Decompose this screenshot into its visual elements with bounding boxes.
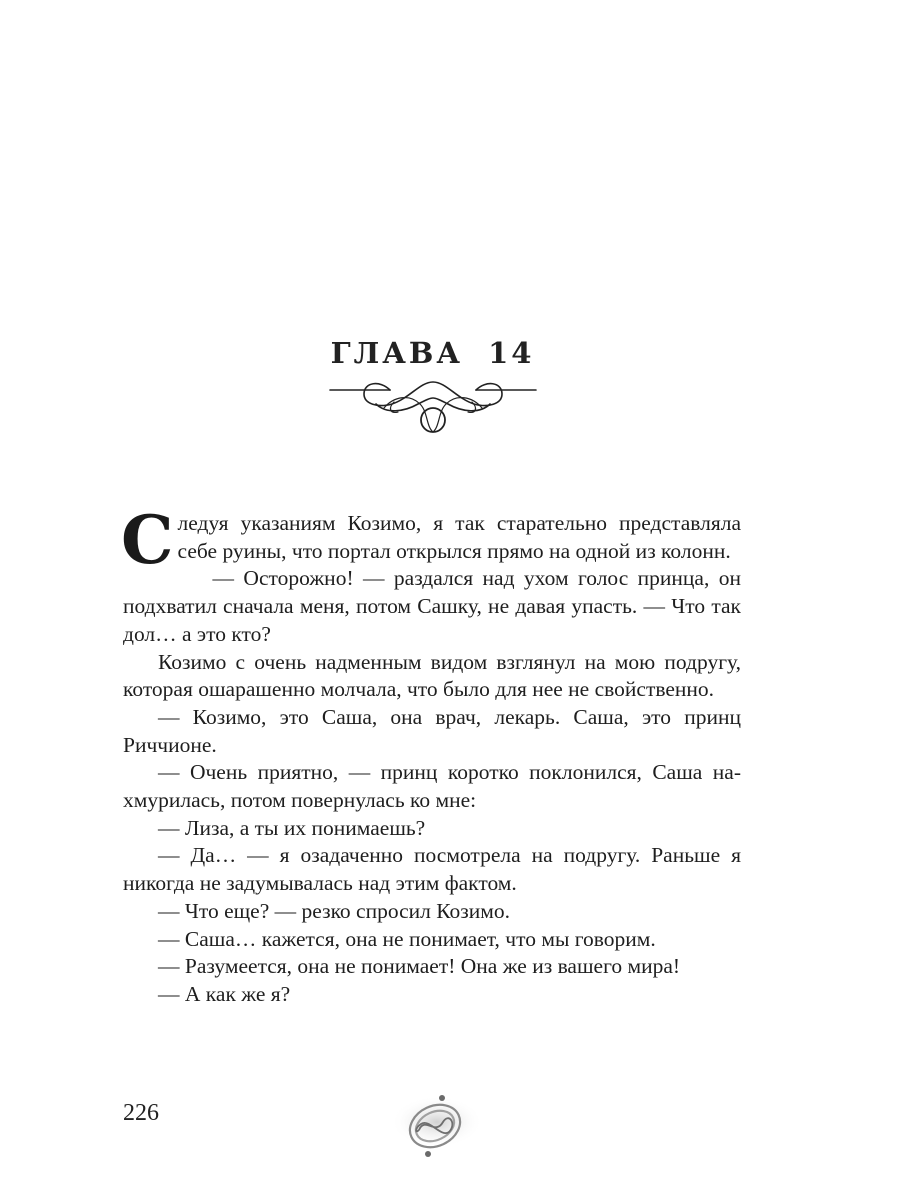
paragraph: Козимо с очень надменным видом взглянул на мою подругу, которая ошарашенно молчала, что было для нее не свойственно. [123,649,741,702]
paragraph: — Саша… кажется, она не понимает, что мы говорим. [158,926,656,951]
paragraph: — Да… — я озадаченно посмотрела на подругу. Раньше я никогда не задумывалась над этим фактом. [123,843,741,896]
paragraph: — Что еще? — резко спросил Козимо. [158,898,511,923]
paragraph: — Лиза, а ты их понимаешь? [158,815,426,840]
paragraph: — Козимо, это Саша, она врач, лекарь. Саша, это принц Риччионе. [123,704,741,757]
paragraph: — А как же я? [158,981,291,1006]
page-number: 226 [123,1100,159,1126]
flourish-divider-icon [328,374,538,438]
paragraph: — Осторожно! — раздался над ухом голос принца, он подхватил сначала меня, потом Сашку, не давая упасть. — Что так дол… а это кто? [123,566,741,646]
chapter-title: ГЛАВА 14 [330,336,535,370]
paragraph [121,501,741,579]
paragraph: — Разумеется, она не понимает! Она же из вашего мира! [158,954,681,979]
chapter-body [121,501,741,1009]
infinity-emblem-icon [385,1088,485,1160]
paragraph: — Очень приятно, — принц коротко поклонился, Саша нахмурилась, потом повернулась ко мне: [123,760,741,813]
drop-cap: С [121,501,174,579]
paragraph-text: ледуя указаниям Козимо, я так старательно представляла себе руины, что портал открылся прямо на одной из колонн. [177,511,741,563]
